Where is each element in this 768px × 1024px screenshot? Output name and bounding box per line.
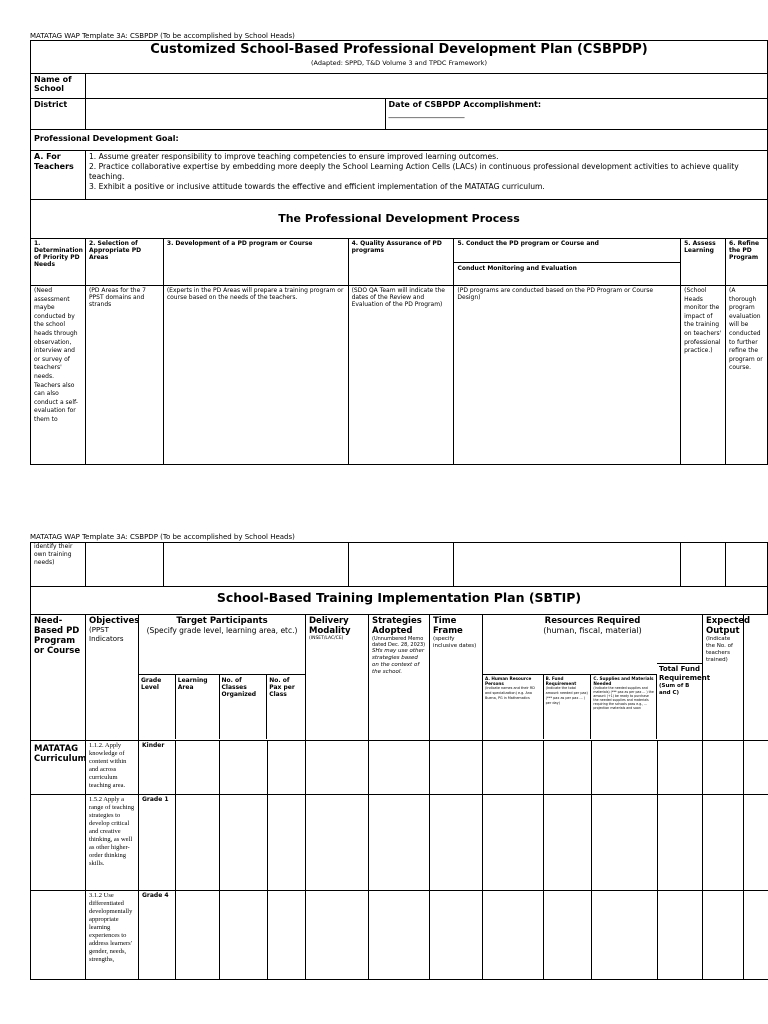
fund-cell[interactable] xyxy=(544,795,592,890)
total-label: Total Fund Requirement xyxy=(659,665,711,682)
header-target-participants xyxy=(139,615,306,740)
human-label: A. Human Resource Persons xyxy=(485,676,532,686)
fund-cell[interactable] xyxy=(544,741,592,794)
strategy-cell[interactable] xyxy=(369,741,430,794)
program-cell[interactable] xyxy=(31,891,86,979)
grade-cell[interactable]: Grade 4 xyxy=(139,891,176,979)
human-cell[interactable] xyxy=(483,741,544,794)
table-row xyxy=(31,891,768,980)
cell-priority-needs-cont[interactable]: identify their own training needs) xyxy=(31,543,86,586)
header-pd-development: 3. Development of a PD program or Course xyxy=(164,239,349,285)
area-cell[interactable] xyxy=(176,891,220,979)
classes-cell[interactable] xyxy=(220,741,268,794)
header-priority-needs: 1. Determination of Priority PD Needs xyxy=(31,239,86,285)
goals-list xyxy=(86,151,768,199)
header-strategies xyxy=(369,615,430,740)
time-frame-sub: (specify inclusive dates) xyxy=(433,636,477,649)
sbtip-form xyxy=(30,542,768,980)
delivery-cell[interactable] xyxy=(306,891,369,979)
expected-cell[interactable] xyxy=(703,795,744,890)
cell-refine-program-cont[interactable] xyxy=(726,543,768,586)
teachers-goal-row xyxy=(31,151,768,200)
school-row xyxy=(31,74,768,99)
cell-pd-areas[interactable]: (PD Areas for the 7 PPST domains and strands xyxy=(86,286,164,464)
time-cell[interactable] xyxy=(430,891,483,979)
header-monitoring: Conduct Monitoring and Evaluation xyxy=(457,265,577,272)
objective-cell[interactable]: 1.5.2 Apply a range of teaching strategies to develop critical and creative thinking, as well as other higher-order thinking skills. xyxy=(86,795,139,890)
cell-pd-areas-cont[interactable] xyxy=(86,543,164,586)
header-pd-areas: 2. Selection of Appropriate PD Areas xyxy=(86,239,164,285)
target-sub: (Specify grade level, learning area, etc.) xyxy=(146,626,298,635)
fund-cell[interactable] xyxy=(544,891,592,979)
district-row xyxy=(31,99,768,130)
header-delivery xyxy=(306,615,369,740)
program-name: MATATAG Curriculum xyxy=(31,741,86,794)
sbtip-title-row xyxy=(31,587,768,615)
strategies-sub: (Unnumbered Memo dated Dec. 28, 2023) xyxy=(372,636,426,648)
delivery-cell[interactable] xyxy=(306,741,369,794)
sbtip-title: School-Based Training Implementation Plan (SBTIP) xyxy=(31,587,768,614)
supplies-sub: (Indicate the needed supplies and materials) (*** pax as per pax ... ) the amount (+1) be ready to purchase the needed supplies and materials requiring the schools pass e.g., ... projection materials and soon xyxy=(593,686,654,710)
sbtip-header-row xyxy=(31,615,768,741)
header-pax: No. of Pax per Class xyxy=(269,677,295,698)
expected-label: Expected Output xyxy=(706,616,751,636)
grade-cell[interactable]: Grade 1 xyxy=(139,795,176,890)
strategies-note: SHs may use other strategies based on the context of the school. xyxy=(372,648,425,675)
program-cell[interactable] xyxy=(31,795,86,890)
date-accomplishment[interactable] xyxy=(386,99,768,129)
human-sub: (Indicate names and their RD and specialization) e.g. Ana Buena, PG in Mathematics xyxy=(485,686,535,700)
date-label: Date of CSBPDP Accomplishment: xyxy=(388,100,542,109)
expected-cell[interactable] xyxy=(703,891,744,979)
objective-cell[interactable]: 1.1.2. Apply knowledge of content within and across curriculum teaching area. xyxy=(86,741,139,794)
fund-label: B. Fund Requirement xyxy=(545,676,577,686)
csbpdp-form xyxy=(30,40,768,465)
fund-sub: (Indicate the total amount needed per pax) (*** pax as per pax ... ) per day) xyxy=(545,686,588,705)
strategy-cell[interactable] xyxy=(369,795,430,890)
csbpdp-title: Customized School-Based Professional Development Plan (CSBPDP) xyxy=(150,42,648,57)
header-classes: No. of Classes Organized xyxy=(220,675,268,739)
cell-assess-learning[interactable]: (School Heads monitor the impact of the training on teachers' professional practice.) xyxy=(681,286,726,464)
objectives-label: Objectives xyxy=(89,616,140,626)
template-label: MATATAG WAP Template 3A: CSBPDP (To be accomplished by School Heads) xyxy=(30,32,295,40)
header-total-fund xyxy=(657,663,711,739)
human-cell[interactable] xyxy=(483,891,544,979)
goal-item: 2. Practice collaborative expertise by embedding more deeply the School Learning Action Cells (LACs) in continuous professional development activities to achieve quality teaching. xyxy=(88,162,739,181)
header-quality-assurance: 4. Quality Assurance of PD programs xyxy=(349,239,455,285)
cell-pd-development-cont[interactable] xyxy=(164,543,349,586)
csbpdp-subtitle: (Adapted: SPPD, T&D Volume 3 and TPDC Framework) xyxy=(310,59,487,67)
delivery-cell[interactable] xyxy=(306,795,369,890)
goal-item: 1. Assume greater responsibility to improve teaching competencies to ensure improved learning outcomes. xyxy=(88,152,499,161)
objective-cell[interactable]: 3.1.2 Use differentiated developmentally appropriate learning experiences to address learners' gender, needs, strengths, xyxy=(86,891,139,979)
header-fund xyxy=(544,674,592,739)
grade-cell[interactable]: Kinder xyxy=(139,741,176,794)
header-assess-learning: 5. Assess Learning xyxy=(681,239,726,285)
pax-cell[interactable] xyxy=(268,795,306,890)
total-cell[interactable] xyxy=(658,891,703,979)
process-title: The Professional Development Process xyxy=(31,200,768,238)
resources-label: Resources Required xyxy=(544,616,641,626)
header-expected-output xyxy=(703,615,751,740)
resources-sub: (human, fiscal, material) xyxy=(543,626,642,635)
process-header-row xyxy=(31,239,768,286)
total-cell[interactable] xyxy=(658,795,703,890)
district-field[interactable] xyxy=(86,99,386,129)
time-cell[interactable] xyxy=(430,741,483,794)
cell-quality-assurance-cont[interactable] xyxy=(349,543,455,586)
cell-conduct[interactable]: (PD programs are conducted based on the PD Program or Course Design) xyxy=(454,286,681,464)
csbpdp-title-row xyxy=(31,41,768,74)
header-conduct-program: 5. Conduct the PD program or Course and xyxy=(454,239,680,263)
objectives-sub: (PPST Indicators xyxy=(89,626,124,643)
pax-cell[interactable] xyxy=(268,741,306,794)
strategy-cell[interactable] xyxy=(369,891,430,979)
strategies-label: Strategies Adopted xyxy=(372,616,422,636)
template-label-page2: MATATAG WAP Template 3A: CSBPDP (To be accomplished by School Heads) xyxy=(30,533,295,541)
district-label: District xyxy=(31,99,86,129)
header-human-resource xyxy=(483,674,544,739)
table-row xyxy=(31,741,768,795)
goal-item: 3. Exhibit a positive or inclusive attitude towards the effective and efficient implementation of the MATATAG curriculum. xyxy=(88,182,545,191)
pd-goal-label: Professional Development Goal: xyxy=(31,130,768,150)
supplies-cell[interactable] xyxy=(592,891,658,979)
header-time-frame xyxy=(430,615,483,740)
delivery-sub: (INSET/LAC/CE) xyxy=(309,636,344,641)
pax-cell[interactable] xyxy=(268,891,306,979)
total-sub: (Sum of B and C) xyxy=(659,683,690,696)
name-of-school-label: Name of School xyxy=(31,74,86,98)
goal-row xyxy=(31,130,768,151)
expected-cell[interactable] xyxy=(703,741,744,794)
supplies-cell[interactable] xyxy=(592,795,658,890)
human-cell[interactable] xyxy=(483,795,544,890)
header-resources xyxy=(483,615,711,740)
total-cell[interactable] xyxy=(658,741,703,794)
for-teachers-label: A. For Teachers xyxy=(31,151,86,199)
process-title-row xyxy=(31,200,768,239)
header-conduct xyxy=(454,239,681,285)
cell-quality-assurance[interactable]: (SDO QA Team will indicate the dates of the Review and Evaluation of the PD Program) xyxy=(349,286,455,464)
table-row xyxy=(31,795,768,891)
process-content-row xyxy=(31,286,768,465)
area-cell[interactable] xyxy=(176,795,220,890)
date-blank: ___________________ xyxy=(388,109,465,118)
header-refine-program: 6. Refine the PD Program xyxy=(726,239,768,285)
name-of-school-field[interactable] xyxy=(86,74,768,98)
continued-row xyxy=(31,543,768,587)
classes-cell[interactable] xyxy=(220,795,268,890)
time-cell[interactable] xyxy=(430,795,483,890)
header-grade-level: Grade Level xyxy=(139,675,176,739)
header-objectives xyxy=(86,615,139,740)
target-label: Target Participants xyxy=(176,616,268,626)
classes-cell[interactable] xyxy=(220,891,268,979)
cell-refine-program[interactable]: (A thorough program evaluation will be conducted to further refine the program or course. xyxy=(726,286,768,464)
supplies-label: C. Supplies and Materials Needed xyxy=(593,676,654,686)
cell-conduct-cont[interactable] xyxy=(454,543,681,586)
header-supplies xyxy=(591,674,657,739)
time-frame-label: Time Frame xyxy=(433,616,463,636)
expected-sub: (Indicate the No. of teachers trained) xyxy=(706,636,733,663)
cell-assess-learning-cont[interactable] xyxy=(681,543,726,586)
header-learning-area: Learning Area xyxy=(176,675,220,739)
header-need-based: Need-Based PD Program or Course xyxy=(31,615,86,740)
cell-pd-development[interactable]: (Experts in the PD Areas will prepare a training program or course based on the needs of the teachers. xyxy=(164,286,349,464)
area-cell[interactable] xyxy=(176,741,220,794)
cell-priority-needs[interactable]: (Need assessment maybe conducted by the school heads through observation, interview and or survey of teachers' needs. Teachers also can also conduct a self-evaluation for them to xyxy=(31,286,86,464)
delivery-label: Delivery Modality xyxy=(309,616,351,636)
supplies-cell[interactable] xyxy=(592,741,658,794)
